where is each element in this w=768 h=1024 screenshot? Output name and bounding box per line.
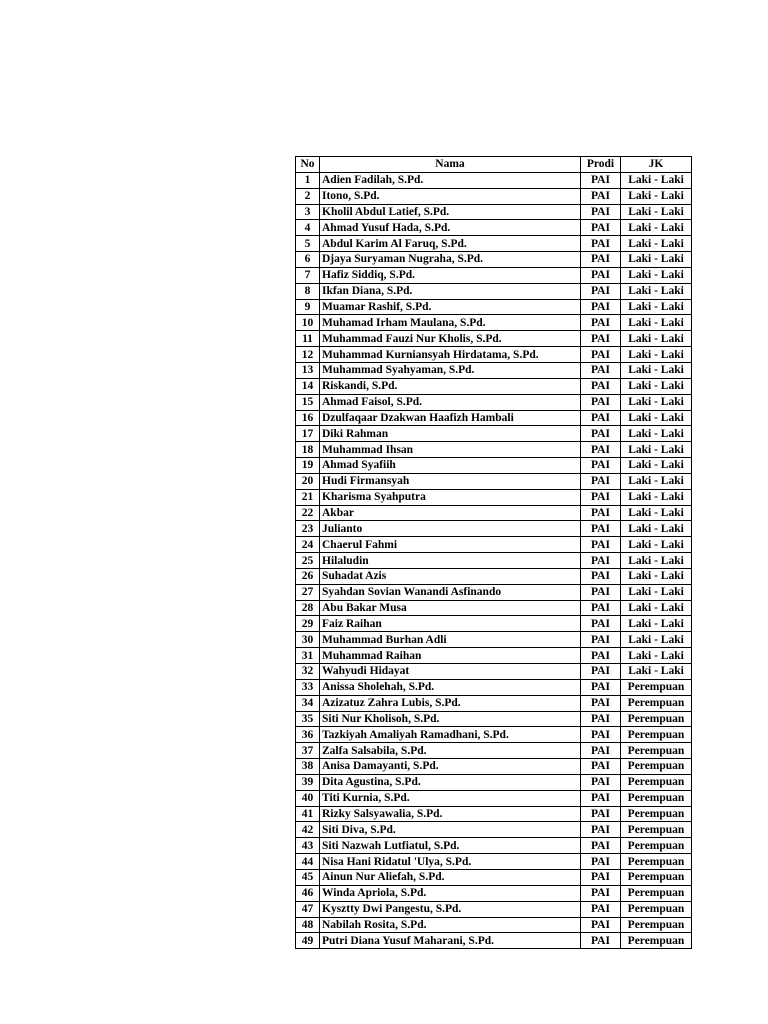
cell-prodi: PAI (581, 204, 621, 220)
cell-jk: Perempuan (621, 743, 692, 759)
cell-no: 29 (296, 616, 320, 632)
table-row (296, 885, 692, 901)
cell-no: 35 (296, 711, 320, 727)
cell-jk: Laki - Laki (621, 600, 692, 616)
cell-prodi: PAI (581, 600, 621, 616)
cell-nama: Itono, S.Pd. (320, 188, 581, 204)
cell-jk: Laki - Laki (621, 315, 692, 331)
cell-jk: Laki - Laki (621, 378, 692, 394)
table-row (296, 679, 692, 695)
cell-prodi: PAI (581, 822, 621, 838)
table-row (296, 695, 692, 711)
cell-jk: Laki - Laki (621, 347, 692, 363)
cell-prodi: PAI (581, 901, 621, 917)
cell-no: 39 (296, 774, 320, 790)
cell-nama: Abdul Karim Al Faruq, S.Pd. (320, 236, 581, 252)
cell-nama: Akbar (320, 505, 581, 521)
cell-no: 32 (296, 664, 320, 680)
cell-jk: Laki - Laki (621, 331, 692, 347)
cell-no: 42 (296, 822, 320, 838)
cell-jk: Perempuan (621, 774, 692, 790)
table-row (296, 632, 692, 648)
cell-jk: Laki - Laki (621, 473, 692, 489)
cell-no: 4 (296, 220, 320, 236)
cell-no: 28 (296, 600, 320, 616)
cell-prodi: PAI (581, 727, 621, 743)
cell-jk: Perempuan (621, 869, 692, 885)
table-row (296, 267, 692, 283)
cell-no: 38 (296, 759, 320, 775)
cell-no: 36 (296, 727, 320, 743)
cell-jk: Laki - Laki (621, 188, 692, 204)
table-row (296, 933, 692, 949)
table-row (296, 901, 692, 917)
cell-nama: Anissa Sholehah, S.Pd. (320, 679, 581, 695)
cell-jk: Perempuan (621, 885, 692, 901)
table-row (296, 568, 692, 584)
cell-jk: Laki - Laki (621, 236, 692, 252)
table-row (296, 426, 692, 442)
cell-jk: Perempuan (621, 759, 692, 775)
cell-prodi: PAI (581, 806, 621, 822)
cell-no: 33 (296, 679, 320, 695)
cell-prodi: PAI (581, 236, 621, 252)
header-nama: Nama (320, 157, 581, 173)
cell-jk: Laki - Laki (621, 410, 692, 426)
table-row (296, 331, 692, 347)
cell-prodi: PAI (581, 664, 621, 680)
cell-prodi: PAI (581, 458, 621, 474)
cell-prodi: PAI (581, 362, 621, 378)
cell-prodi: PAI (581, 885, 621, 901)
cell-prodi: PAI (581, 679, 621, 695)
cell-no: 1 (296, 172, 320, 188)
cell-prodi: PAI (581, 299, 621, 315)
table-row (296, 553, 692, 569)
cell-no: 23 (296, 521, 320, 537)
cell-jk: Laki - Laki (621, 521, 692, 537)
table-row (296, 204, 692, 220)
table-row (296, 458, 692, 474)
cell-prodi: PAI (581, 473, 621, 489)
table-row (296, 917, 692, 933)
cell-jk: Laki - Laki (621, 204, 692, 220)
cell-no: 24 (296, 537, 320, 553)
cell-nama: Nabilah Rosita, S.Pd. (320, 917, 581, 933)
cell-nama: Nisa Hani Ridatul 'Ulya, S.Pd. (320, 854, 581, 870)
table-row (296, 299, 692, 315)
cell-no: 37 (296, 743, 320, 759)
cell-jk: Laki - Laki (621, 252, 692, 268)
header-row (296, 157, 692, 173)
header-jk: JK (621, 157, 692, 173)
cell-nama: Zalfa Salsabila, S.Pd. (320, 743, 581, 759)
cell-prodi: PAI (581, 616, 621, 632)
cell-nama: Ahmad Yusuf Hada, S.Pd. (320, 220, 581, 236)
cell-nama: Anisa Damayanti, S.Pd. (320, 759, 581, 775)
cell-no: 11 (296, 331, 320, 347)
cell-no: 17 (296, 426, 320, 442)
cell-jk: Laki - Laki (621, 458, 692, 474)
table-row (296, 774, 692, 790)
table-row (296, 283, 692, 299)
table-row (296, 584, 692, 600)
cell-nama: Ahmad Faisol, S.Pd. (320, 394, 581, 410)
cell-prodi: PAI (581, 537, 621, 553)
table-row (296, 252, 692, 268)
cell-nama: Muhammad Raihan (320, 648, 581, 664)
table-row (296, 648, 692, 664)
cell-jk: Perempuan (621, 822, 692, 838)
cell-jk: Laki - Laki (621, 537, 692, 553)
cell-prodi: PAI (581, 759, 621, 775)
cell-nama: Siti Nazwah Lutfiatul, S.Pd. (320, 838, 581, 854)
cell-prodi: PAI (581, 315, 621, 331)
cell-jk: Laki - Laki (621, 553, 692, 569)
cell-no: 6 (296, 252, 320, 268)
cell-no: 7 (296, 267, 320, 283)
cell-no: 25 (296, 553, 320, 569)
cell-no: 44 (296, 854, 320, 870)
cell-prodi: PAI (581, 267, 621, 283)
cell-no: 21 (296, 489, 320, 505)
cell-no: 3 (296, 204, 320, 220)
table-row (296, 220, 692, 236)
header-prodi: Prodi (581, 157, 621, 173)
cell-no: 34 (296, 695, 320, 711)
cell-no: 43 (296, 838, 320, 854)
cell-no: 45 (296, 869, 320, 885)
cell-prodi: PAI (581, 378, 621, 394)
cell-nama: Ainun Nur Aliefah, S.Pd. (320, 869, 581, 885)
cell-jk: Laki - Laki (621, 648, 692, 664)
cell-nama: Siti Nur Kholisoh, S.Pd. (320, 711, 581, 727)
cell-prodi: PAI (581, 283, 621, 299)
table-row (296, 664, 692, 680)
cell-prodi: PAI (581, 553, 621, 569)
cell-jk: Perempuan (621, 854, 692, 870)
table-row (296, 600, 692, 616)
cell-nama: Ikfan Diana, S.Pd. (320, 283, 581, 299)
table-row (296, 362, 692, 378)
cell-no: 15 (296, 394, 320, 410)
table-header (296, 157, 692, 173)
cell-prodi: PAI (581, 188, 621, 204)
cell-no: 30 (296, 632, 320, 648)
table-row (296, 489, 692, 505)
table-row (296, 378, 692, 394)
cell-prodi: PAI (581, 410, 621, 426)
cell-no: 10 (296, 315, 320, 331)
table-row (296, 743, 692, 759)
cell-nama: Ahmad Syafiih (320, 458, 581, 474)
cell-nama: Julianto (320, 521, 581, 537)
cell-nama: Wahyudi Hidayat (320, 664, 581, 680)
cell-nama: Siti Diva, S.Pd. (320, 822, 581, 838)
cell-jk: Laki - Laki (621, 426, 692, 442)
cell-prodi: PAI (581, 252, 621, 268)
cell-jk: Laki - Laki (621, 489, 692, 505)
cell-prodi: PAI (581, 521, 621, 537)
cell-prodi: PAI (581, 331, 621, 347)
cell-jk: Laki - Laki (621, 505, 692, 521)
cell-prodi: PAI (581, 790, 621, 806)
cell-nama: Putri Diana Yusuf Maharani, S.Pd. (320, 933, 581, 949)
roster-sheet (295, 156, 692, 949)
cell-prodi: PAI (581, 568, 621, 584)
cell-jk: Perempuan (621, 806, 692, 822)
table-row (296, 394, 692, 410)
cell-prodi: PAI (581, 172, 621, 188)
cell-no: 40 (296, 790, 320, 806)
table-row (296, 616, 692, 632)
cell-no: 47 (296, 901, 320, 917)
table-row (296, 537, 692, 553)
cell-no: 20 (296, 473, 320, 489)
cell-nama: Muhamad Irham Maulana, S.Pd. (320, 315, 581, 331)
cell-prodi: PAI (581, 869, 621, 885)
table-row (296, 711, 692, 727)
cell-jk: Laki - Laki (621, 362, 692, 378)
cell-nama: Adien Fadilah, S.Pd. (320, 172, 581, 188)
cell-jk: Perempuan (621, 679, 692, 695)
cell-no: 41 (296, 806, 320, 822)
table-row (296, 521, 692, 537)
cell-nama: Dita Agustina, S.Pd. (320, 774, 581, 790)
cell-prodi: PAI (581, 648, 621, 664)
cell-no: 16 (296, 410, 320, 426)
table-row (296, 236, 692, 252)
cell-jk: Laki - Laki (621, 220, 692, 236)
cell-no: 2 (296, 188, 320, 204)
table-row (296, 188, 692, 204)
cell-no: 46 (296, 885, 320, 901)
header-no: No (296, 157, 320, 173)
cell-nama: Muhammad Fauzi Nur Kholis, S.Pd. (320, 331, 581, 347)
cell-nama: Muhammad Ihsan (320, 442, 581, 458)
cell-nama: Kholil Abdul Latief, S.Pd. (320, 204, 581, 220)
table-row (296, 727, 692, 743)
table-row (296, 806, 692, 822)
table-row (296, 790, 692, 806)
cell-no: 19 (296, 458, 320, 474)
table-row (296, 315, 692, 331)
cell-prodi: PAI (581, 442, 621, 458)
cell-no: 22 (296, 505, 320, 521)
cell-no: 49 (296, 933, 320, 949)
cell-prodi: PAI (581, 426, 621, 442)
cell-no: 9 (296, 299, 320, 315)
table-row (296, 410, 692, 426)
cell-jk: Laki - Laki (621, 632, 692, 648)
cell-nama: Muamar Rashif, S.Pd. (320, 299, 581, 315)
cell-prodi: PAI (581, 854, 621, 870)
table-row (296, 505, 692, 521)
cell-prodi: PAI (581, 774, 621, 790)
cell-jk: Perempuan (621, 711, 692, 727)
cell-nama: Dzulfaqaar Dzakwan Haafizh Hambali (320, 410, 581, 426)
cell-prodi: PAI (581, 711, 621, 727)
cell-jk: Perempuan (621, 838, 692, 854)
cell-nama: Djaya Suryaman Nugraha, S.Pd. (320, 252, 581, 268)
cell-prodi: PAI (581, 838, 621, 854)
cell-prodi: PAI (581, 695, 621, 711)
cell-nama: Tazkiyah Amaliyah Ramadhani, S.Pd. (320, 727, 581, 743)
table-row (296, 854, 692, 870)
cell-jk: Laki - Laki (621, 664, 692, 680)
cell-no: 26 (296, 568, 320, 584)
cell-jk: Perempuan (621, 790, 692, 806)
cell-nama: Muhammad Kurniansyah Hirdatama, S.Pd. (320, 347, 581, 363)
cell-jk: Perempuan (621, 695, 692, 711)
table-row (296, 473, 692, 489)
cell-nama: Hafiz Siddiq, S.Pd. (320, 267, 581, 283)
cell-no: 5 (296, 236, 320, 252)
cell-prodi: PAI (581, 632, 621, 648)
cell-jk: Perempuan (621, 917, 692, 933)
cell-jk: Laki - Laki (621, 568, 692, 584)
cell-nama: Muhammad Syahyaman, S.Pd. (320, 362, 581, 378)
roster-table (295, 156, 692, 949)
cell-nama: Hudi Firmansyah (320, 473, 581, 489)
cell-jk: Laki - Laki (621, 267, 692, 283)
cell-jk: Laki - Laki (621, 394, 692, 410)
cell-no: 31 (296, 648, 320, 664)
table-row (296, 869, 692, 885)
cell-nama: Diki Rahman (320, 426, 581, 442)
cell-jk: Laki - Laki (621, 283, 692, 299)
cell-nama: Titi Kurnia, S.Pd. (320, 790, 581, 806)
cell-jk: Perempuan (621, 933, 692, 949)
cell-prodi: PAI (581, 933, 621, 949)
cell-no: 14 (296, 378, 320, 394)
cell-nama: Syahdan Sovian Wanandi Asfinando (320, 584, 581, 600)
cell-prodi: PAI (581, 394, 621, 410)
cell-prodi: PAI (581, 743, 621, 759)
cell-nama: Chaerul Fahmi (320, 537, 581, 553)
cell-nama: Faiz Raihan (320, 616, 581, 632)
cell-jk: Laki - Laki (621, 172, 692, 188)
cell-jk: Laki - Laki (621, 299, 692, 315)
table-row (296, 822, 692, 838)
cell-nama: Winda Apriola, S.Pd. (320, 885, 581, 901)
cell-no: 48 (296, 917, 320, 933)
cell-jk: Perempuan (621, 901, 692, 917)
cell-no: 13 (296, 362, 320, 378)
cell-prodi: PAI (581, 347, 621, 363)
cell-nama: Hilaludin (320, 553, 581, 569)
table-body (296, 172, 692, 948)
cell-jk: Perempuan (621, 727, 692, 743)
cell-no: 18 (296, 442, 320, 458)
cell-no: 12 (296, 347, 320, 363)
table-row (296, 759, 692, 775)
cell-prodi: PAI (581, 220, 621, 236)
cell-nama: Muhammad Burhan Adli (320, 632, 581, 648)
cell-nama: Azizatuz Zahra Lubis, S.Pd. (320, 695, 581, 711)
cell-nama: Riskandi, S.Pd. (320, 378, 581, 394)
cell-no: 8 (296, 283, 320, 299)
cell-prodi: PAI (581, 489, 621, 505)
table-row (296, 172, 692, 188)
cell-nama: Suhadat Azis (320, 568, 581, 584)
cell-nama: Kysztty Dwi Pangestu, S.Pd. (320, 901, 581, 917)
cell-nama: Abu Bakar Musa (320, 600, 581, 616)
table-row (296, 347, 692, 363)
cell-jk: Laki - Laki (621, 584, 692, 600)
cell-prodi: PAI (581, 505, 621, 521)
cell-prodi: PAI (581, 917, 621, 933)
cell-nama: Rizky Salsyawalia, S.Pd. (320, 806, 581, 822)
cell-nama: Kharisma Syahputra (320, 489, 581, 505)
cell-jk: Laki - Laki (621, 616, 692, 632)
table-row (296, 838, 692, 854)
cell-no: 27 (296, 584, 320, 600)
table-row (296, 442, 692, 458)
cell-jk: Laki - Laki (621, 442, 692, 458)
cell-prodi: PAI (581, 584, 621, 600)
